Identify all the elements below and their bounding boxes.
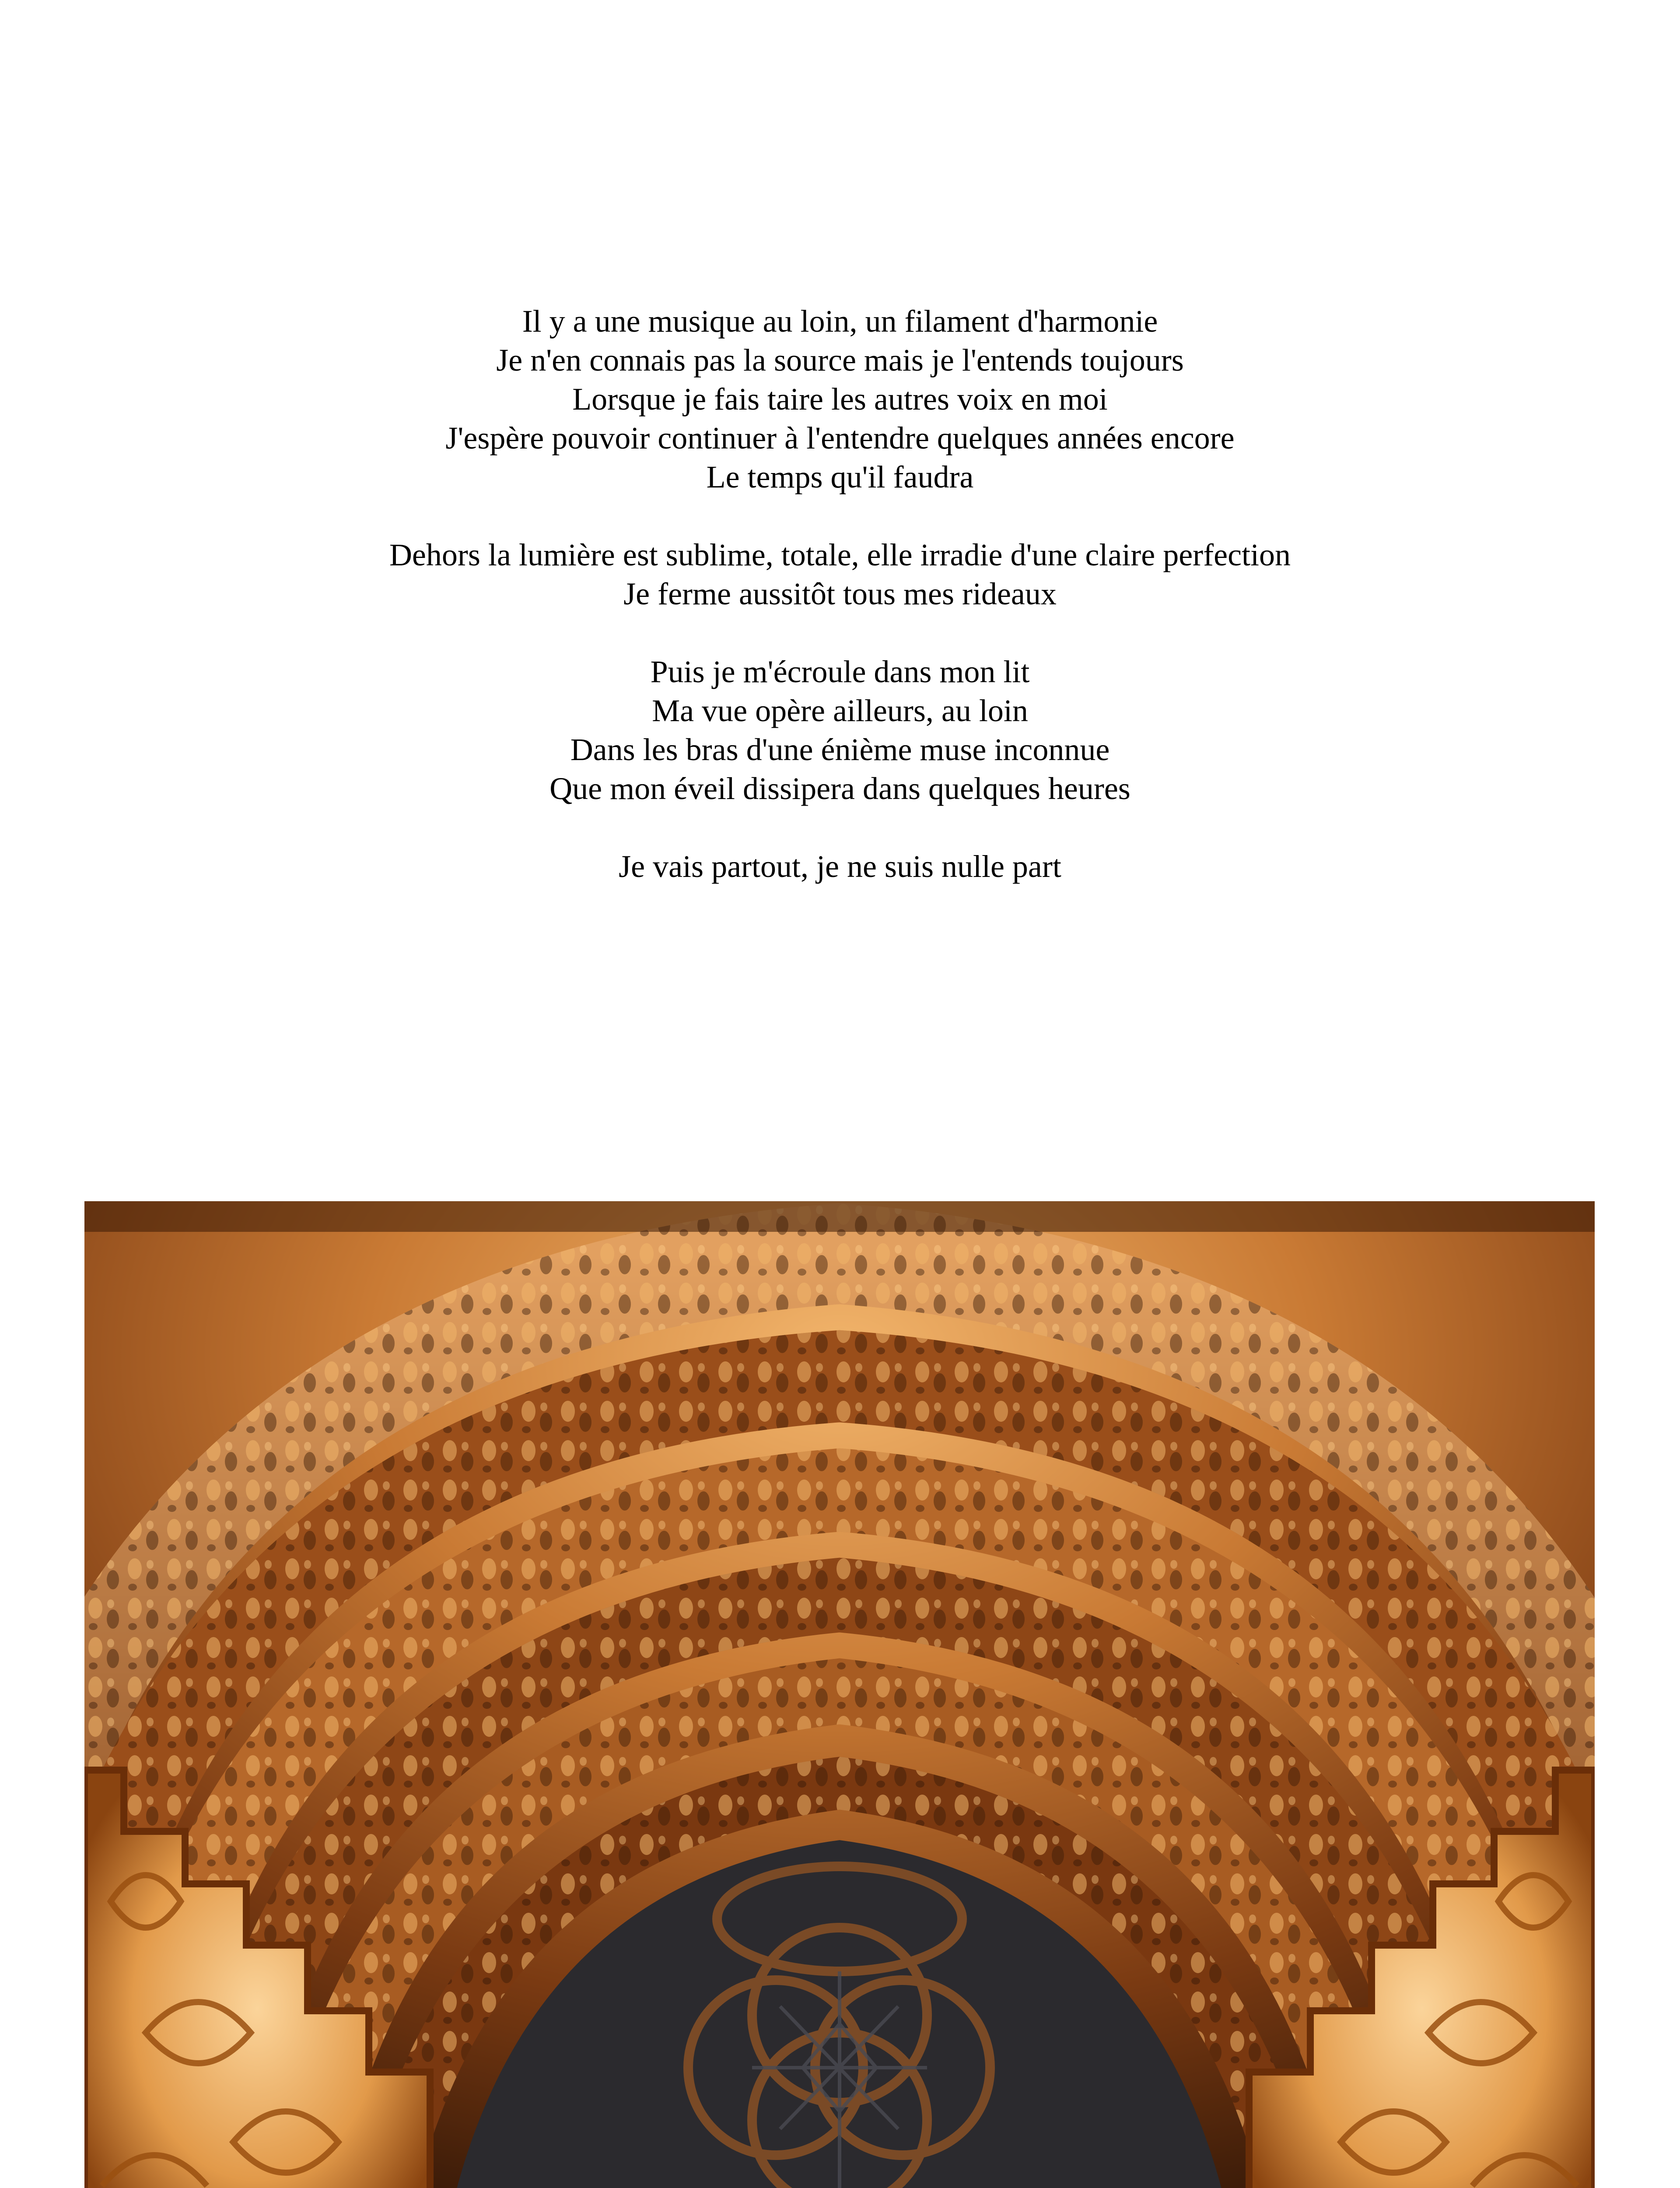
poem — [0, 302, 1680, 886]
cornice-shadow — [84, 1201, 1595, 1232]
poem-line: Ma vue opère ailleurs, au loin — [652, 693, 1028, 728]
poem-line: Je n'en connais pas la source mais je l'entends toujours — [496, 343, 1184, 378]
poem-line: Je vais partout, je ne suis nulle part — [619, 849, 1061, 884]
cathedral-portal-photo — [84, 1201, 1595, 2188]
stanza-4 — [0, 847, 1680, 886]
poem-line: Il y a une musique au loin, un filament d'harmonie — [522, 304, 1158, 339]
poem-line: J'espère pouvoir continuer à l'entendre quelques années encore — [445, 421, 1235, 456]
stanza-2 — [0, 536, 1680, 614]
poem-line: Puis je m'écroule dans mon lit — [650, 654, 1030, 689]
poem-line: Je ferme aussitôt tous mes rideaux — [623, 576, 1057, 611]
cathedral-portal-illustration — [84, 1201, 1595, 2188]
poem-line: Dans les bras d'une énième muse inconnue — [570, 732, 1110, 767]
stanza-3 — [0, 652, 1680, 808]
poem-line: Que mon éveil dissipera dans quelques heures — [550, 771, 1130, 806]
poem-line: Le temps qu'il faudra — [706, 459, 974, 494]
poem-line: Lorsque je fais taire les autres voix en moi — [572, 382, 1108, 417]
stanza-1 — [0, 302, 1680, 497]
poem-line: Dehors la lumière est sublime, totale, elle irradie d'une claire perfection — [389, 537, 1291, 572]
